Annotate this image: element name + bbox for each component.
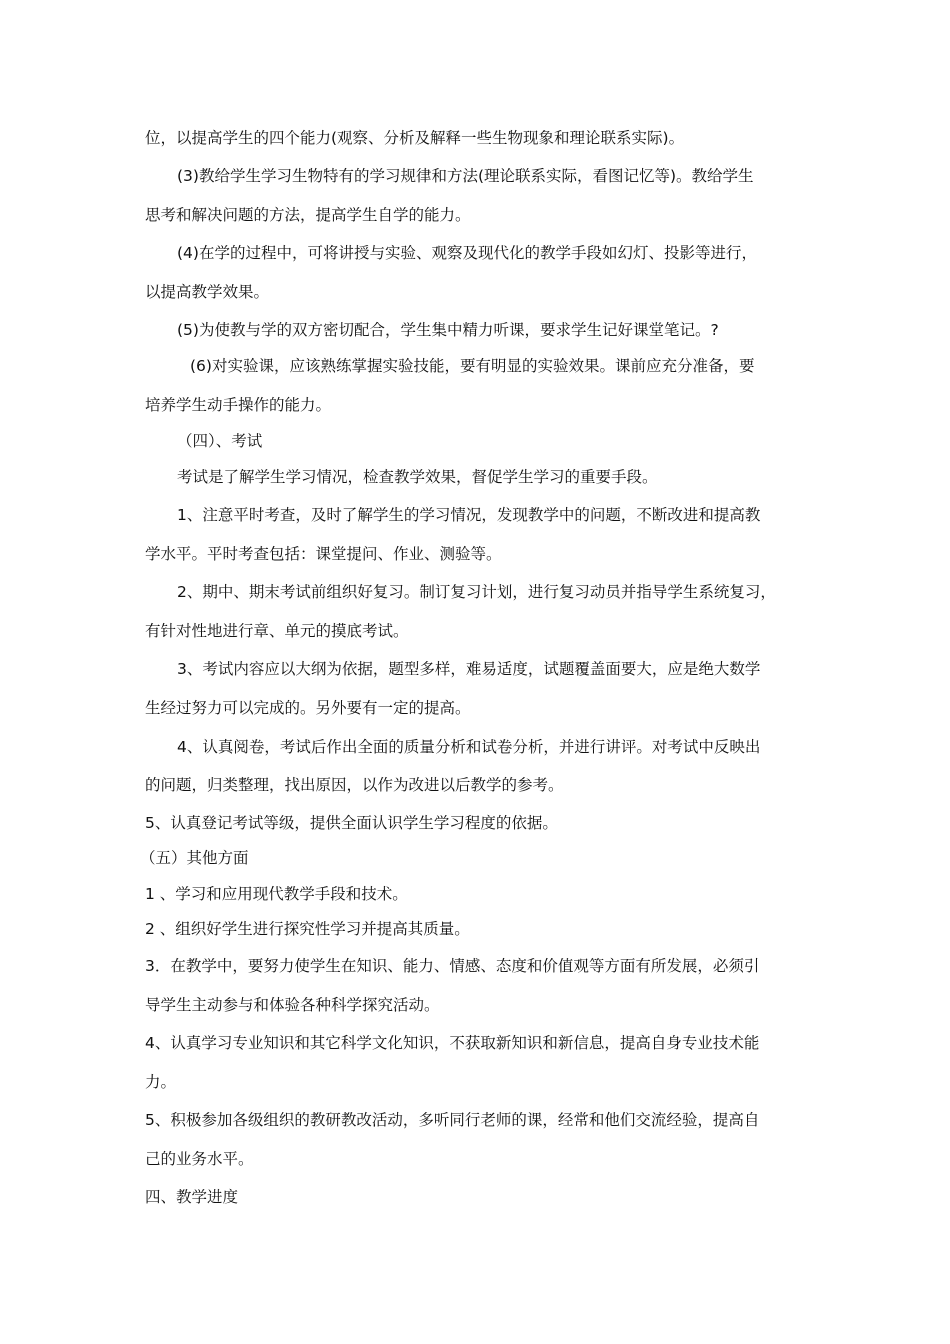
text-line: 1、注意平时考查，及时了解学生的学习情况，发现教学中的问题，不断改进和提高教: [177, 506, 761, 524]
text-line: 力。: [145, 1073, 177, 1091]
text-line: (5)为使教与学的双方密切配合，学生集中精力听课，要求学生记好课堂笔记。?: [177, 321, 719, 339]
text-line: 位，以提高学生的四个能力(观察、分析及解释一些生物现象和理论联系实际)。: [145, 129, 685, 147]
section-heading: （五）其他方面: [140, 849, 249, 867]
text-line: 5、认真登记考试等级，提供全面认识学生学习程度的依据。: [145, 814, 558, 832]
section-heading: 四、教学进度: [145, 1188, 239, 1206]
text-line: (4)在学的过程中，可将讲授与实验、观察及现代化的教学手段如幻灯、投影等进行，: [177, 244, 757, 262]
text-line: 己的业务水平。: [145, 1150, 254, 1168]
text-line: 生经过努力可以完成的。另外要有一定的提高。: [145, 699, 471, 717]
text-line: 的问题，归类整理，找出原因，以作为改进以后教学的参考。: [145, 776, 564, 794]
text-line: 4、认真阅卷，考试后作出全面的质量分析和试卷分析，并进行讲评。对考试中反映出: [177, 738, 761, 756]
text-line: 导学生主动参与和体验各种科学探究活动。: [145, 996, 440, 1014]
text-line: (3)教给学生学习生物特有的学习规律和方法(理论联系实际，看图记忆等)。教给学生: [177, 167, 754, 185]
list-item: 4、认真学习专业知识和其它科学文化知识，不获取新知识和新信息，提高自身专业技术能: [145, 1034, 760, 1052]
text-line: 以提高教学效果。: [145, 283, 270, 301]
section-heading: （四）、考试: [177, 432, 263, 450]
list-item: 5、积极参加各级组织的教研教改活动，多听同行老师的课，经常和他们交流经验，提高自: [145, 1111, 760, 1129]
text-line: 3、考试内容应以大纲为依据，题型多样，难易适度，试题覆盖面要大，应是绝大数学: [177, 660, 761, 678]
text-line: 有针对性地进行章、单元的摸底考试。: [145, 622, 409, 640]
list-item: 1 、学习和应用现代教学手段和技术。: [145, 885, 408, 903]
text-line: 思考和解决问题的方法，提高学生自学的能力。: [145, 206, 471, 224]
text-line: 考试是了解学生学习情况，检查教学效果，督促学生学习的重要手段。: [177, 468, 658, 486]
text-line: 学水平。平时考查包括：课堂提问、作业、测验等。: [145, 545, 502, 563]
text-line: 2、期中、期末考试前组织好复习。制订复习计划，进行复习动员并指导学生系统复习，: [177, 583, 776, 601]
text-line: 培养学生动手操作的能力。: [145, 396, 332, 414]
list-item: 3．在教学中，要努力使学生在知识、能力、情感、态度和价值观等方面有所发展，必须引: [145, 957, 760, 975]
text-line: (6)对实验课，应该熟练掌握实验技能，要有明显的实验效果。课前应充分准备，要: [190, 357, 755, 375]
list-item: 2 、组织好学生进行探究性学习并提高其质量。: [145, 920, 470, 938]
